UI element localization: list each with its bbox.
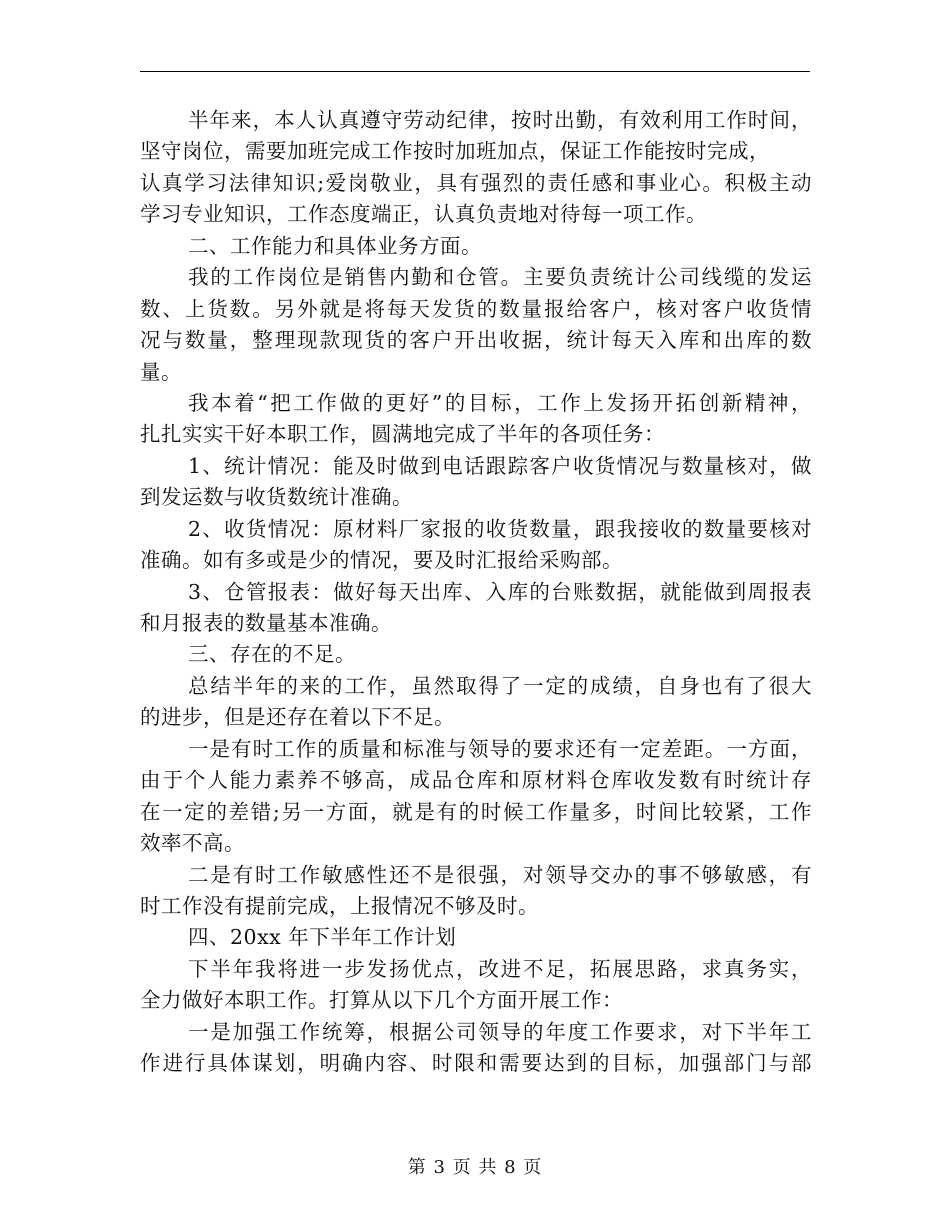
text-line: 作进行具体谋划，明确内容、时限和需要达到的目标，加强部门与部 bbox=[140, 1051, 812, 1076]
text-line: 量。 bbox=[140, 359, 182, 384]
text-line: 和月报表的数量基本准确。 bbox=[140, 611, 392, 635]
page-number: 第 3 页 共 8 页 bbox=[407, 1157, 543, 1178]
text-line: 四、20xx 年下半年工作计划 bbox=[188, 925, 457, 950]
text-line: 况与数量，整理现款现货的客户开出收据，统计每天入库和出库的数 bbox=[140, 328, 812, 353]
text-line: 在一定的差错;另一方面，就是有的时候工作量多，时间比较紧，工作 bbox=[140, 799, 812, 824]
text-line: 全力做好本职工作。打算从以下几个方面开展工作： bbox=[140, 988, 623, 1013]
text-line: 一是加强工作统筹，根据公司领导的年度工作要求，对下半年工 bbox=[188, 1019, 812, 1044]
text-line: 扎扎实实干好本职工作，圆满地完成了半年的各项任务： bbox=[140, 422, 665, 447]
text-line: 数、上货数。另外就是将每天发货的数量报给客户，核对客户收货情 bbox=[140, 296, 812, 321]
text-line: 我的工作岗位是销售内勤和仓管。主要负责统计公司线缆的发运 bbox=[188, 265, 812, 290]
text-line: 准确。如有多或是少的情况，要及时汇报给采购部。 bbox=[140, 548, 623, 573]
text-line: 学习专业知识，工作态度端正，认真负责地对待每一项工作。 bbox=[140, 202, 707, 227]
text-line: 由于个人能力素养不够高，成品仓库和原材料仓库收发数有时统计存 bbox=[140, 768, 812, 793]
text-line: 下半年我将进一步发扬优点，改进不足，拓展思路，求真务实， bbox=[188, 956, 812, 981]
text-line: 坚守岗位，需要加班完成工作按时加班加点，保证工作能按时完成， bbox=[140, 139, 770, 164]
document-body bbox=[140, 105, 812, 1080]
text-line: 我本着“把工作做的更好”的目标，工作上发扬开拓创新精神， bbox=[188, 390, 812, 415]
text-line: 时工作没有提前完成，上报情况不够及时。 bbox=[140, 893, 539, 918]
text-line: 二、工作能力和具体业务方面。 bbox=[188, 233, 482, 258]
text-line: 总结半年的来的工作，虽然取得了一定的成绩，自身也有了很大 bbox=[188, 673, 812, 698]
text-line: 到发运数与收货数统计准确。 bbox=[140, 485, 413, 510]
text-line: 三、存在的不足。 bbox=[188, 642, 356, 667]
text-line: 半年来，本人认真遵守劳动纪律，按时出勤，有效利用工作时间， bbox=[188, 108, 812, 132]
text-line: 3、仓管报表：做好每天出库、入库的台账数据，就能做到周报表 bbox=[188, 579, 812, 604]
text-line: 1、统计情况：能及时做到电话跟踪客户收货情况与数量核对，做 bbox=[188, 453, 812, 478]
text-line: 效率不高。 bbox=[140, 831, 245, 856]
header-rule bbox=[140, 71, 810, 72]
text-line: 认真学习法律知识;爱岗敬业，具有强烈的责任感和事业心。积极主动 bbox=[140, 170, 812, 195]
text-line: 二是有时工作敏感性还不是很强，对领导交办的事不够敏感，有 bbox=[188, 862, 812, 887]
text-line: 2、收货情况：原材料厂家报的收货数量，跟我接收的数量要核对 bbox=[188, 516, 812, 541]
text-line: 的进步，但是还存在着以下不足。 bbox=[140, 705, 455, 730]
text-line: 一是有时工作的质量和标准与领导的要求还有一定差距。一方面， bbox=[188, 736, 812, 761]
